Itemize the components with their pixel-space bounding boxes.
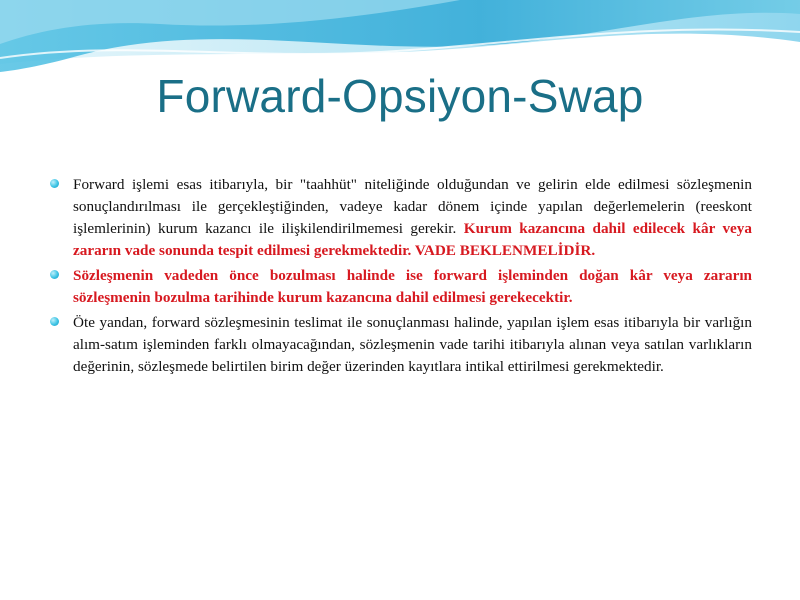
bullet-item [48, 312, 752, 378]
bullet-emphasis: Sözleşmenin vadeden önce bozulması halinde ise forward işleminden doğan kâr veya zararın sözleşmenin bozulma tarihinde kurum kazancına dahil edilmesi gerekecektir. [73, 267, 752, 306]
bullet-text: Forward işlemi esas itibarıyla, bir "taahhüt" niteliğinde olduğundan ve gelirin elde edilmesi sözleşmenin sonuçlandırılması ile gerçekleştiğinden, vadeye kadar dönem içinde yapılan değerlemelerin (reeskont işlemlerinin) kurum kazancı ile ilişkilendirilmemesi gerekir. [73, 176, 752, 237]
bullet-text: Öte yandan, forward sözleşmesinin teslimat ile sonuçlanması halinde, yapılan işlem esas itibarıyla bir varlığın alım-satım işleminden farklı olmayacağından, sözleşmenin vade tarihi itibarıyla alınan veya satılan varlıkların değerinin, sözleşmede belirtilen birim değer üzerinden kayıtlara intikal ettirilmesi gerekmektedir. [73, 314, 752, 375]
bullet-item [48, 265, 752, 309]
bullet-dot-icon [50, 270, 59, 279]
slide-title: Forward-Opsiyon-Swap [156, 70, 644, 122]
bullet-dot-icon [50, 179, 59, 188]
bullet-dot-icon [50, 317, 59, 326]
bullet-item [48, 174, 752, 262]
bullet-list [48, 174, 752, 381]
bullet-emphasis: Kurum kazancına dahil edilecek kâr veya zararın vade sonunda tespit edilmesi gerekmektedir. VADE BEKLENMELİDİR. [73, 220, 752, 259]
